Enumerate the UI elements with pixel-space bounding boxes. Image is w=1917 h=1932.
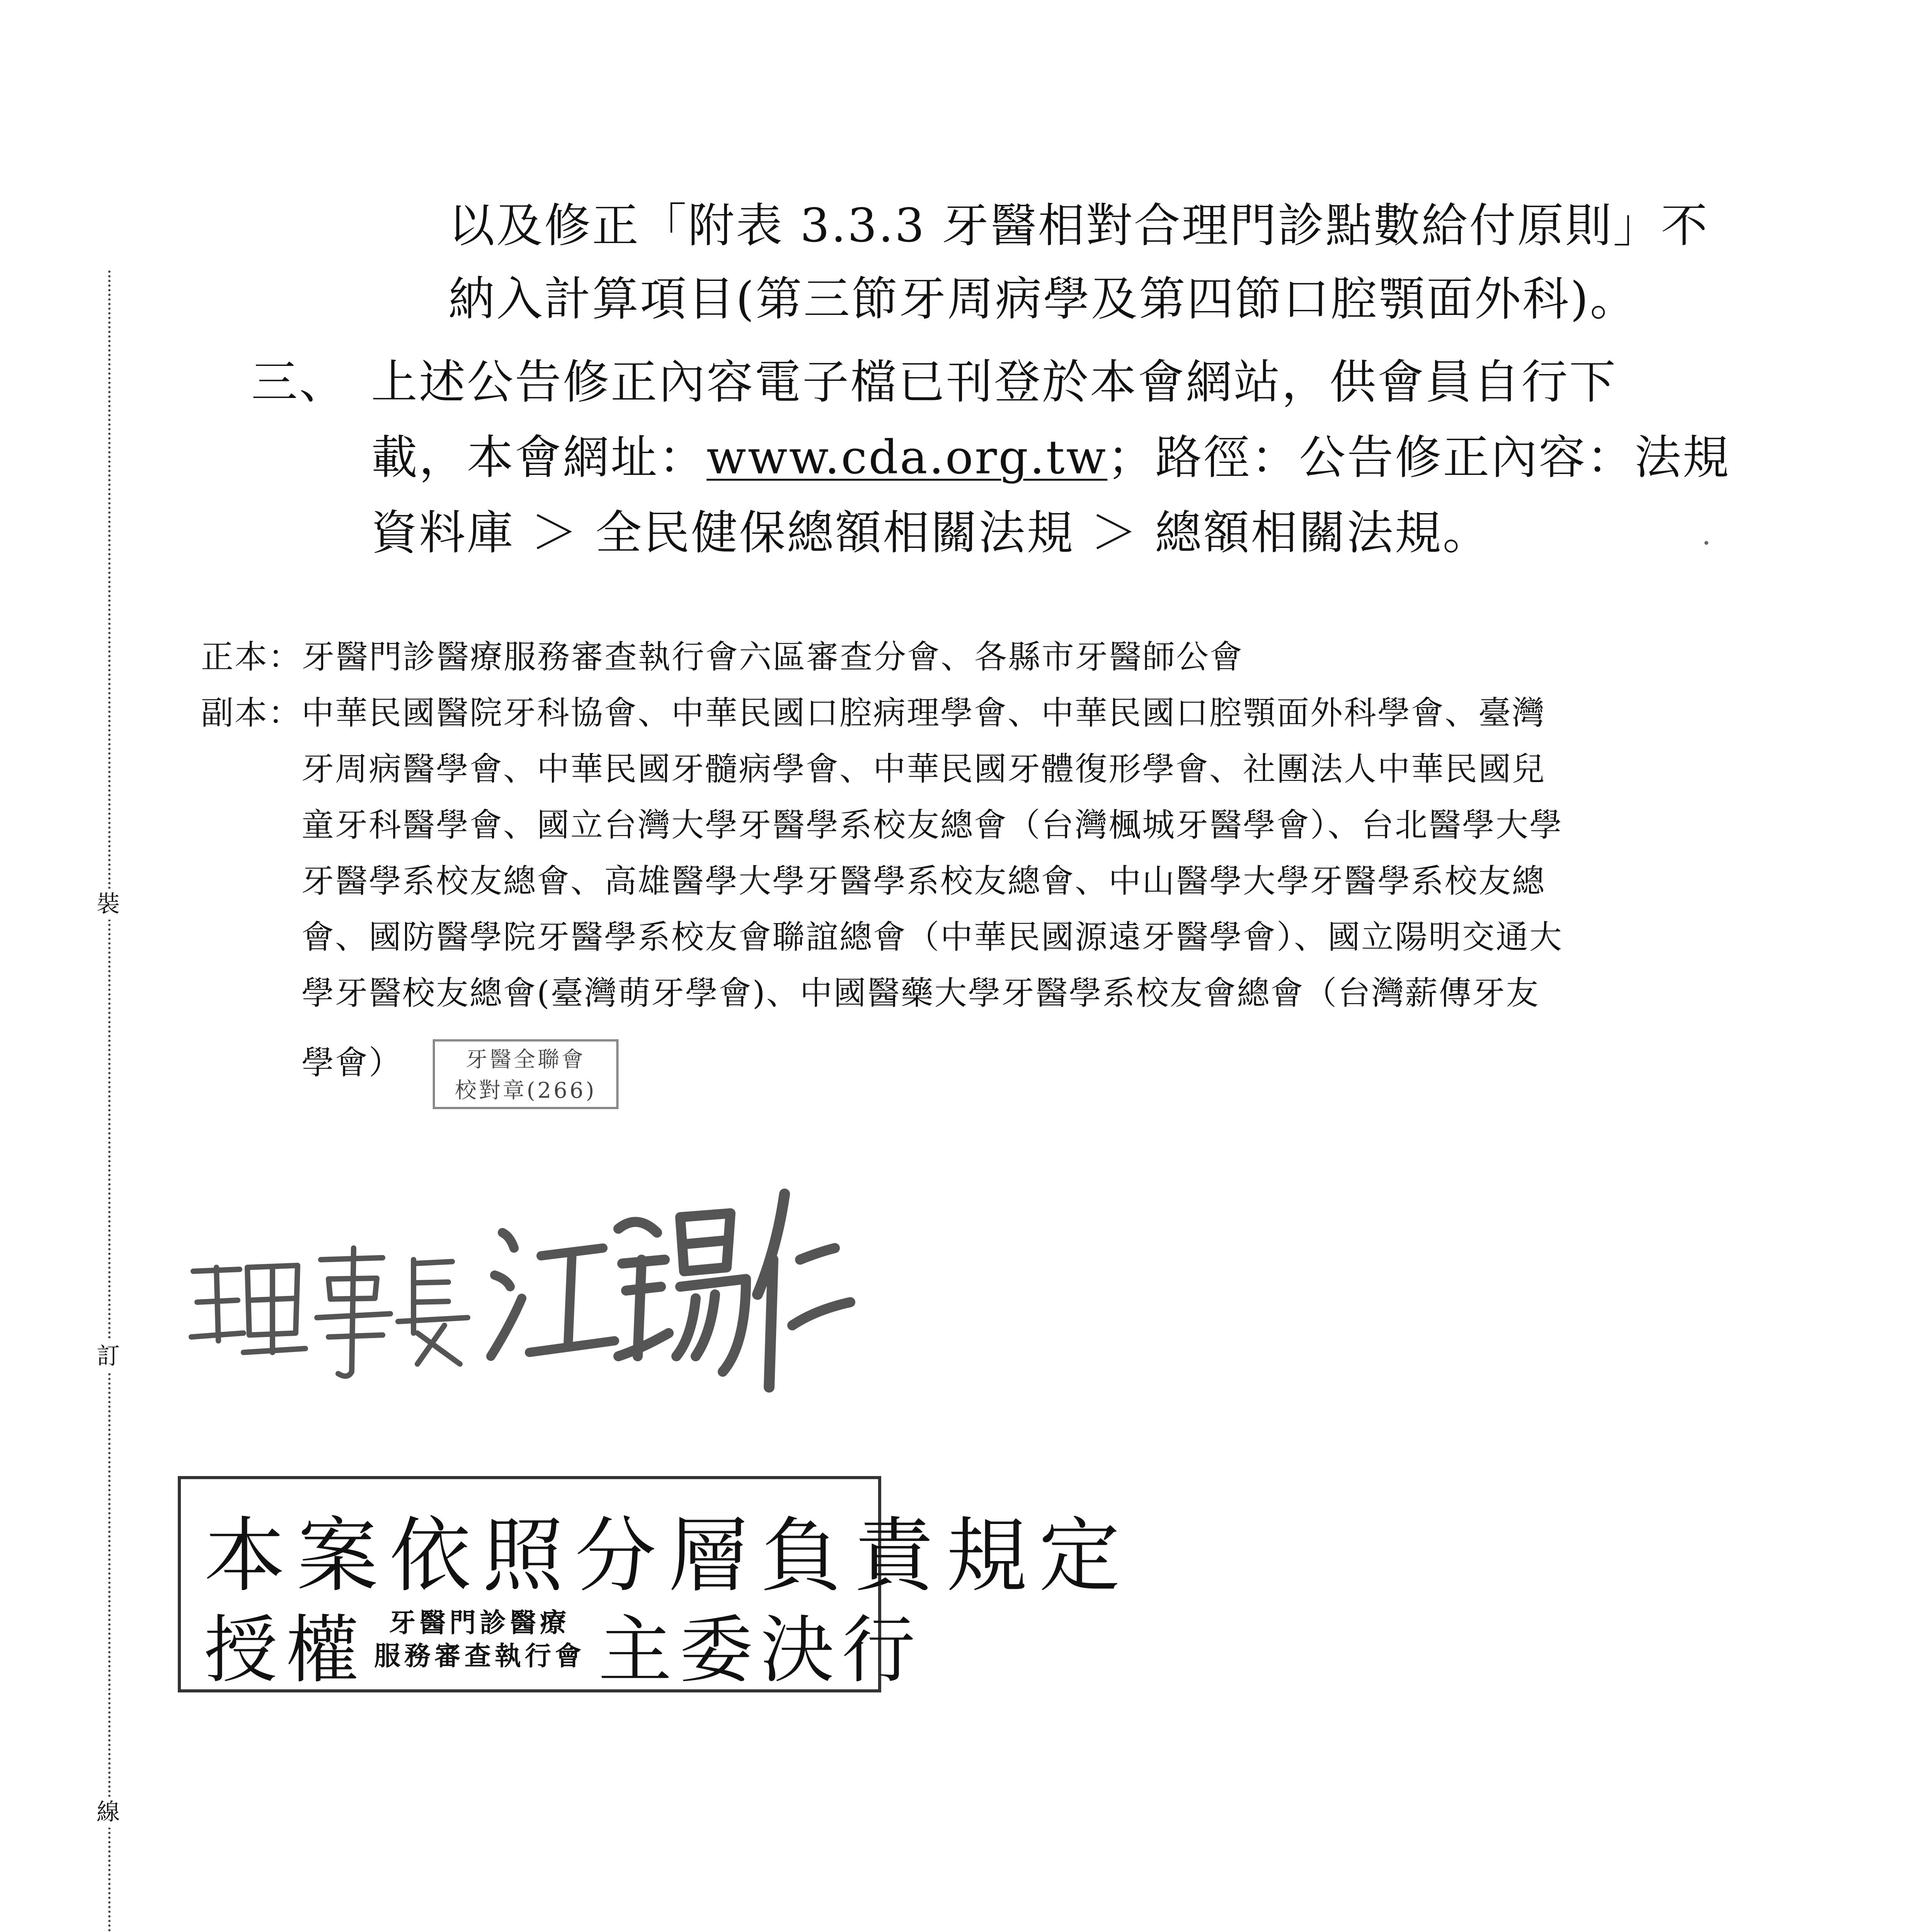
body-line-2: 納入計算項目(第三節牙周病學及第四節口腔顎面外科)。 (448, 272, 1638, 326)
copy-line-4: 牙醫學系校友總會、高雄醫學大學牙醫學系校友總會、中山醫學大學牙醫學系校友總 (301, 862, 1546, 900)
scan-speck (1704, 541, 1708, 545)
proofread-stamp-line-1: 牙醫全聯會 (466, 1047, 586, 1072)
body-line-1: 以及修正「附表 3.3.3 牙醫相對合理門診點數給付原則」不 (448, 199, 1709, 253)
proofread-stamp (433, 1039, 618, 1109)
proofread-stamp-line-2: 校對章(266) (455, 1078, 597, 1103)
item-3-marker: 三、 (251, 355, 347, 409)
binding-char-top: 裝 (93, 889, 124, 920)
auth-seal-organization-line-2: 服務審查執行會 (374, 1641, 586, 1672)
copy-line-1: 中華民國醫院牙科協會、中華民國口腔病理學會、中華民國口腔顎面外科學會、臺灣 (301, 694, 1546, 732)
auth-seal-organization-line-1: 牙醫門診醫療 (389, 1608, 570, 1638)
item-3-line-3: 資料庫 ＞ 全民健保總額相關法規 ＞ 總額相關法規。 (371, 506, 1491, 560)
auth-seal-approval: 主委決行 (598, 1607, 923, 1693)
copy-line-2: 牙周病醫學會、中華民國牙髓病學會、中華民國牙體復形學會、社團法人中華民國兒 (301, 750, 1546, 788)
auth-seal-line-1: 本案依照分層負責規定 (204, 1509, 1132, 1603)
original-label: 正本： (201, 638, 302, 676)
auth-seal-authorize: 授權 (204, 1607, 367, 1693)
original-recipients (201, 638, 1243, 676)
chairman-signature (182, 1171, 858, 1441)
item-3-line-1: 上述公告修正內容電子檔已刊登於本會網站，供會員自行下 (371, 355, 1617, 409)
copy-line-7: 學會） (301, 1044, 403, 1082)
copy-label: 副本： (201, 694, 302, 732)
binding-margin-line (108, 270, 111, 1932)
original-text: 牙醫門診醫療服務審查執行會六區審查分會、各縣市牙醫師公會 (302, 638, 1244, 676)
auth-seal-organization (374, 1607, 585, 1673)
binding-char-bottom: 線 (93, 1797, 124, 1828)
copy-line-3: 童牙科醫學會、國立台灣大學牙醫學系校友總會（台灣楓城牙醫學會）、台北醫學大學 (301, 806, 1563, 844)
item-3-line-2 (371, 429, 1730, 487)
authorization-seal (178, 1476, 1132, 1693)
item-3-line-2-suffix: ；路徑：公告修正內容：法規 (1107, 431, 1731, 485)
binding-char-middle: 訂 (93, 1341, 124, 1372)
item-3-line-2-prefix: 載，本會網址： (371, 431, 707, 485)
copy-line-5: 會、國防醫學院牙醫學系校友會聯誼總會（中華民國源遠牙醫學會）、國立陽明交通大 (301, 918, 1563, 956)
copy-line-6: 學牙醫校友總會(臺灣萌牙學會)、中國醫藥大學牙醫學系校友會總會（台灣薪傳牙友 (301, 974, 1540, 1012)
website-link[interactable]: www.cda.org.tw (707, 431, 1108, 485)
